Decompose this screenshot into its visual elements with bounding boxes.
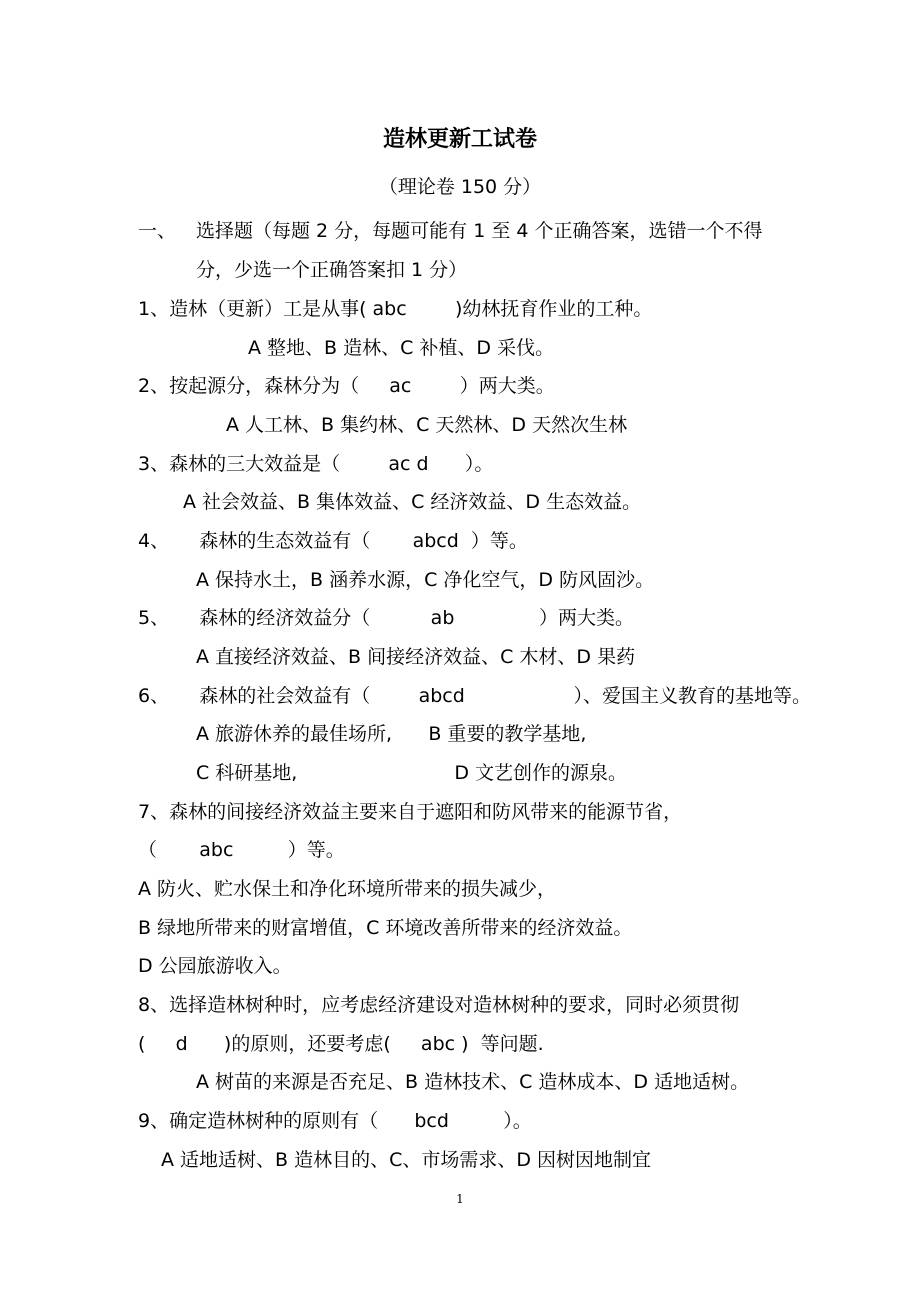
question-7: 7、森林的间接经济效益主要来自于遮阳和防风带来的能源节省， [138, 801, 683, 823]
question-4: 4、 森林的生态效益有（ abcd ）等。 [138, 530, 528, 552]
question-8-continued: ( d )的原则，还要考虑( abc ) 等问题. [138, 1033, 544, 1055]
question-7-option-bc: B 绿地所带来的财富增值，C 环境改善所带来的经济效益。 [138, 917, 633, 939]
page-title: 造林更新工试卷 [382, 127, 537, 152]
page-subtitle: （理论卷 150 分） [378, 176, 542, 198]
question-7-option-d: D 公园旅游收入。 [138, 955, 292, 977]
question-5-options: A 直接经济效益、B 间接经济效益、C 木材、D 果药 [196, 646, 636, 668]
question-7-option-a: A 防火、贮水保土和净化环境所带来的损失减少， [138, 878, 557, 900]
question-9-options: A 适地适树、B 造林目的、C、市场需求、D 因树因地制宜 [161, 1149, 652, 1171]
question-3-options: A 社会效益、B 集体效益、C 经济效益、D 生态效益。 [183, 491, 642, 513]
question-9: 9、确定造林树种的原则有（ bcd ）。 [138, 1110, 532, 1132]
question-2-options: A 人工林、B 集约林、C 天然林、D 天然次生林 [226, 414, 628, 436]
question-2: 2、按起源分，森林分为（ ac ）两大类。 [138, 375, 555, 397]
page-number: 1 [456, 1192, 464, 1206]
question-3: 3、森林的三大效益是（ ac d ）。 [138, 453, 494, 475]
question-6-options-b: C 科研基地, D 文艺创作的源泉。 [196, 762, 628, 784]
question-6-options-a: A 旅游休养的最佳场所, B 重要的教学基地, [196, 723, 587, 745]
question-1: 1、造林（更新）工是从事( abc )幼林抚育作业的工种。 [138, 298, 653, 320]
question-8: 8、选择造林树种时，应考虑经济建设对造林树种的要求，同时必须贯彻 [138, 994, 740, 1016]
question-8-options: A 树苗的来源是否充足、B 造林技术、C 造林成本、D 适地适树。 [196, 1071, 750, 1093]
question-1-options: A 整地、B 造林、C 补植、D 采伐。 [248, 337, 555, 359]
question-7-continued: （ abc ）等。 [138, 839, 345, 861]
question-5: 5、 森林的经济效益分（ ab ）两大类。 [138, 607, 634, 629]
question-6: 6、 森林的社会效益有（ abcd ）、爱国主义教育的基地等。 [138, 685, 812, 707]
question-4-options: A 保持水土，B 涵养水源，C 净化空气，D 防风固沙。 [196, 569, 655, 591]
section-number: 一、 [138, 220, 177, 242]
section-heading-line1: 选择题（每题 2 分，每题可能有 1 至 4 个正确答案，选错一个不得 [196, 220, 763, 242]
section-heading-line2: 分，少选一个正确答案扣 1 分） [196, 259, 468, 281]
